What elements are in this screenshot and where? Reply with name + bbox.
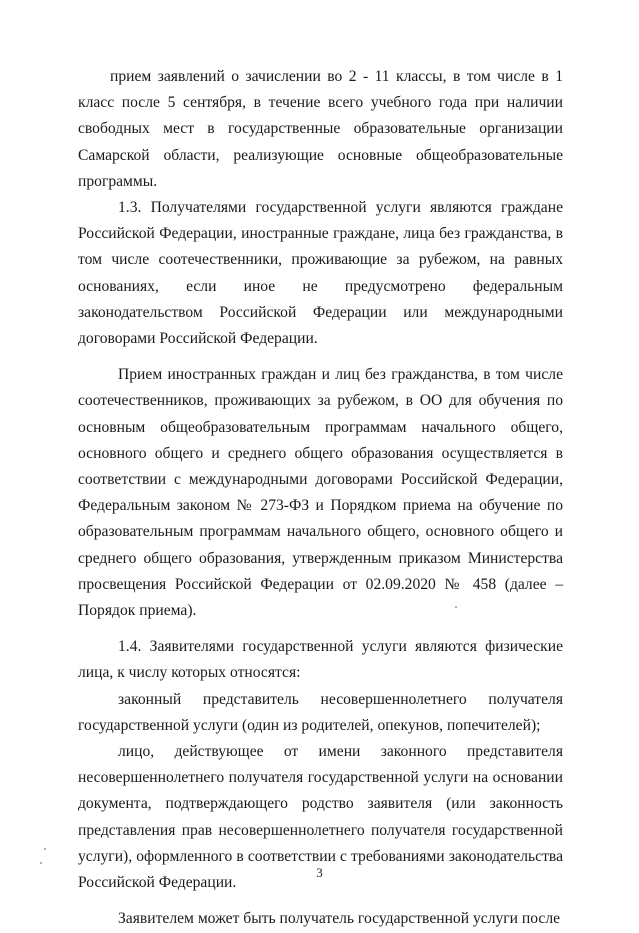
paragraph-acting-person: лицо, действующее от имени законного представителя несовершеннолетнего получателя государственной услуги на основании документа, подтверждающего родство заявителя (или законность представления прав несовершеннолетнего получателя государственной услуги), оформленного в соответствии с требованиями законодательства Российской Федерации. bbox=[78, 743, 563, 892]
paragraph-applicant-may-be: Заявителем может быть получатель государственной услуги после bbox=[118, 910, 561, 928]
paragraph-1-4-applicants: 1.4. Заявителями государственной услуги являются физические лица, к числу которых относятся: bbox=[78, 638, 563, 682]
paragraph-legal-representative: законный представитель несовершеннолетнего получателя государственной услуги (один из родителей, опекунов, попечителей); bbox=[78, 690, 563, 734]
paragraph-1-3-recipients: 1.3. Получателями государственной услуги являются граждане Российской Федерации, иностранные граждане, лица без гражданства, в том числе соотечественники, проживающие за рубежом, на равных основаниях, если иное не предусмотрено федеральным законодательством Российской Федерации или международными договорами Российской Федерации. bbox=[78, 199, 563, 348]
scan-speck bbox=[44, 848, 46, 850]
page-number: 3 bbox=[316, 865, 323, 880]
scan-speck bbox=[40, 862, 42, 864]
paragraph-admission-applications: прием заявлений о зачислении во 2 - 11 классы, в том числе в 1 класс после 5 сентября, в течение всего учебного года при наличии свободных мест в государственные образовательные организации Самарской области, реализующие основные общеобразовательные программы. bbox=[78, 68, 563, 190]
paragraph-foreign-citizens-admission: Прием иностранных граждан и лиц без гражданства, в том числе соотечественников, проживающих за рубежом, в ОО для обучения по основным общеобразовательным программам начального общего, основного общего и среднего общего образования осуществляется в соответствии с международными договорами Российской Федерации, Федеральным законом № 273-ФЗ и Порядком приема на обучение по образовательным программам начального общего, основного общего и среднего общего образования, утвержденным приказом Министерства просвещения Российской Федерации от 02.09.2020 № 458 (далее – Порядок приема). bbox=[78, 366, 563, 620]
document-body bbox=[78, 64, 563, 933]
scan-speck bbox=[455, 606, 457, 608]
